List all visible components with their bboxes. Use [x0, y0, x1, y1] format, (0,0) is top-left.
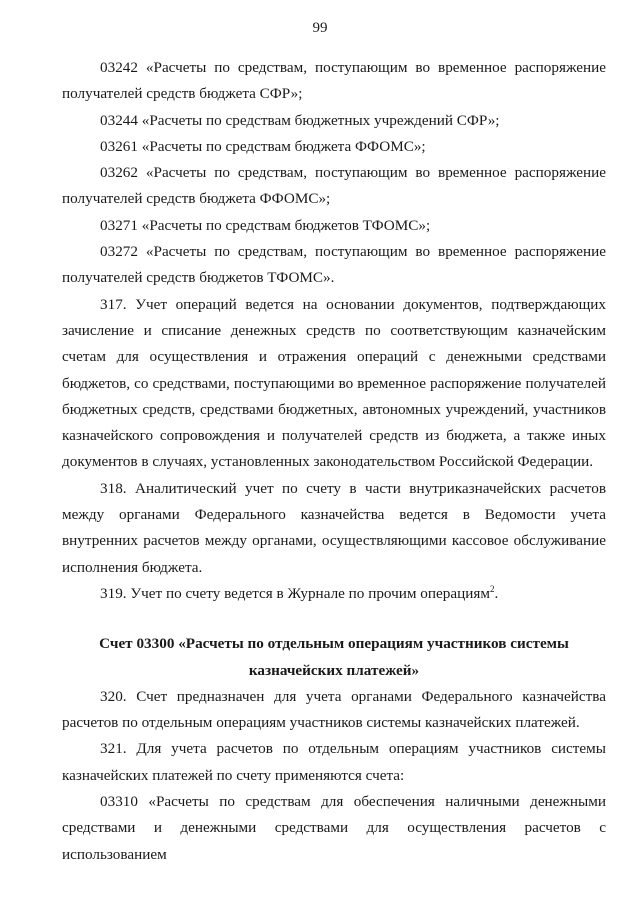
section-heading [62, 631, 606, 684]
account-03242-paragraph: 03242 «Расчеты по средствам, поступающим во временное распоряжение получателей средств бюджета СФР»; [62, 59, 606, 103]
account-03261-paragraph: 03261 «Расчеты по средствам бюджета ФФОМС»; [100, 137, 426, 155]
account-03271-paragraph: 03271 «Расчеты по средствам бюджетов ТФОМС»; [100, 216, 431, 234]
account-03272-paragraph: 03272 «Расчеты по средствам, поступающим во временное распоряжение получателей средств бюджетов ТФОМС». [62, 243, 606, 287]
section-heading-line2: казначейских платежей» [248, 661, 420, 679]
page-number: 99 [312, 20, 328, 36]
account-03262-paragraph: 03262 «Расчеты по средствам, поступающим во временное распоряжение получателей средств бюджета ФФОМС»; [62, 164, 606, 208]
clause-319-text: 319. Учет по счету ведется в Журнале по прочим операциям [100, 584, 490, 602]
clause-318-paragraph: 318. Аналитический учет по счету в части внутриказначейских расчетов между органами Федерального казначейства ведется в Ведомости учета внутренних расчетов между органами, осуществляющими кассовое обслуживание исполнения бюджета. [62, 479, 606, 576]
clause-321-paragraph: 321. Для учета расчетов по отдельным операциям участников системы казначейских платежей по счету применяются счета: [62, 740, 606, 784]
document-body [62, 55, 606, 868]
clause-317-paragraph: 317. Учет операций ведется на основании документов, подтверждающих зачисление и списание денежных средств по соответствующим казначейским счетам для осуществления и отражения операций с денежными средствами бюджетов, со средствами, поступающими во временное распоряжение получателей бюджетных средств, средствами бюджетных, автономных учреждений, участников казначейского сопровождения и получателей средств из бюджета, а также иных документов в случаях, установленных законодательством Российской Федерации. [62, 295, 606, 471]
account-03310-paragraph: 03310 «Расчеты по средствам для обеспечения наличными денежными средствами и денежными средствами для осуществления расчетов с использованием [62, 793, 606, 863]
section-heading-line1: Счет 03300 «Расчеты по отдельным операциям участников системы [99, 635, 569, 653]
footnote-marker: 2 [489, 583, 495, 594]
account-03244-paragraph: 03244 «Расчеты по средствам бюджетных учреждений СФР»; [100, 111, 500, 129]
clause-319-end: . [494, 584, 499, 602]
clause-319-paragraph [62, 581, 606, 607]
clause-320-paragraph: 320. Счет предназначен для учета органами Федерального казначейства расчетов по отдельным операциям участников системы казначейских платежей. [62, 687, 606, 732]
